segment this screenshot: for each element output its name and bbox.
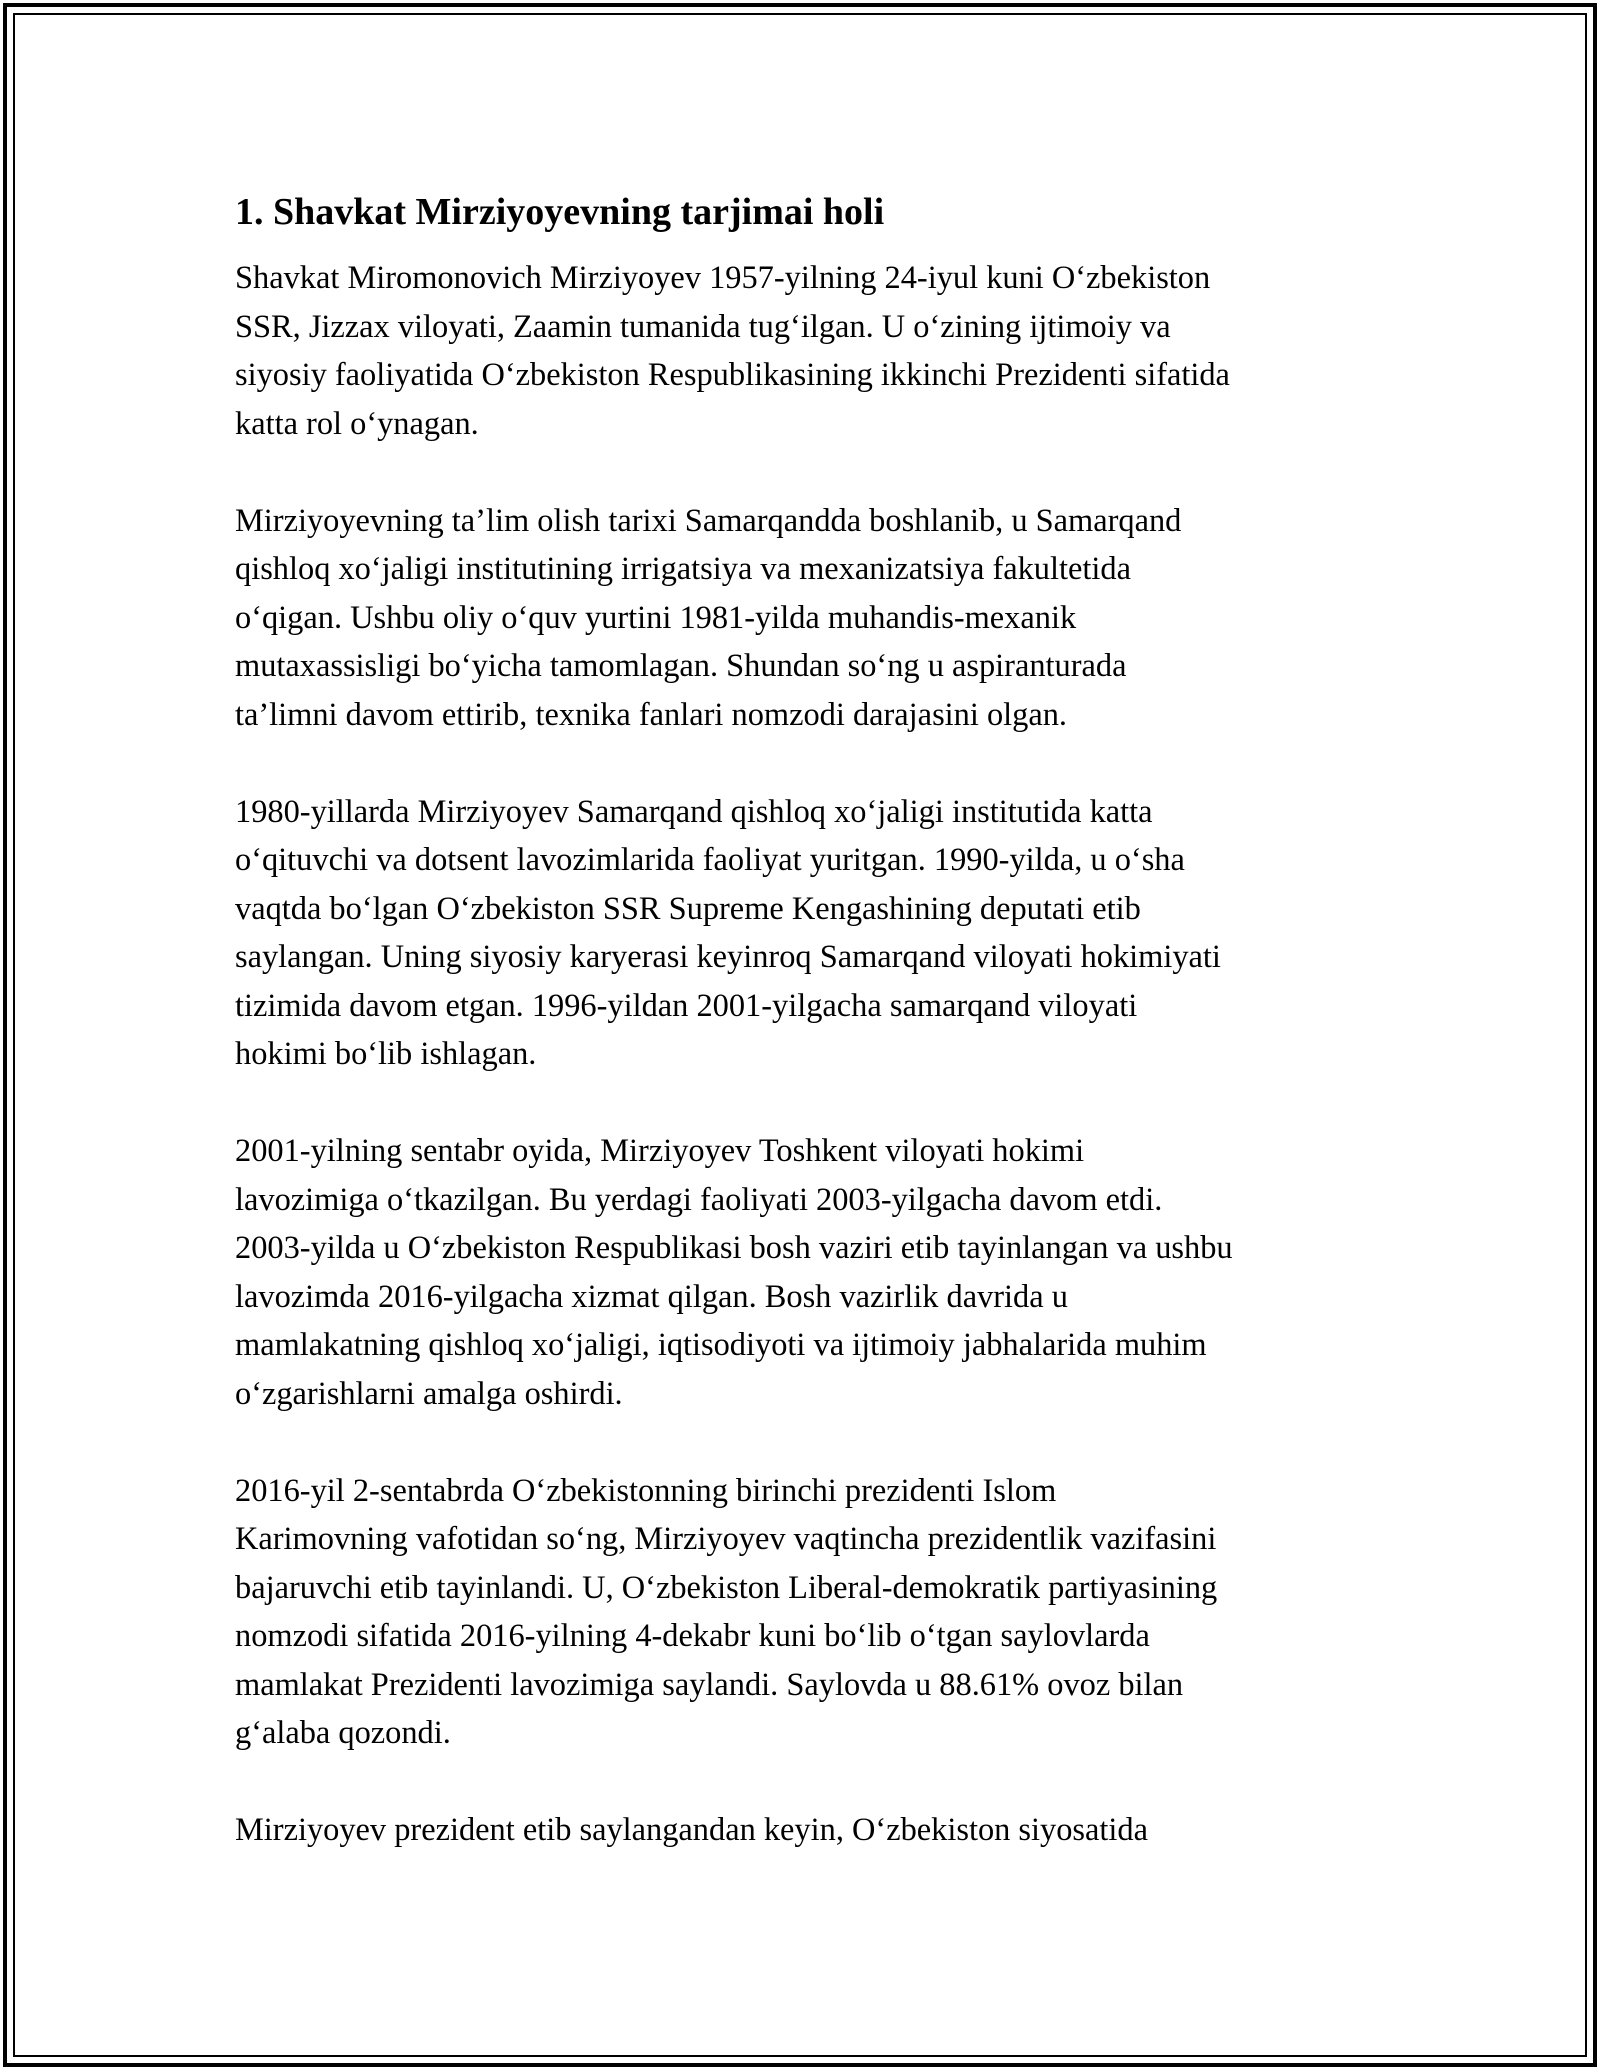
paragraph-early-career: [235, 788, 1365, 1079]
paragraph-presidency: [235, 1467, 1365, 1758]
text-line: nomzodi sifatida 2016-yilning 4-dekabr kuni bo‘lib o‘tgan saylovlarda: [235, 1618, 1150, 1654]
text-line: ta’limni davom ettirib, texnika fanlari nomzodi darajasini olgan.: [235, 696, 1068, 733]
text-line: Mirziyoyevning ta’lim olish tarixi Samarqandda boshlanib, u Samarqand: [235, 502, 1182, 539]
text-line: lavozimiga o‘tkazilgan. Bu yerdagi faoliyati 2003-yilgacha davom etdi.: [235, 1181, 1163, 1218]
paragraph-education: [235, 497, 1365, 740]
paragraph-prime-minister: [235, 1127, 1365, 1418]
text-line: 2003-yilda u O‘zbekiston Respublikasi bosh vaziri etib tayinlangan va ushbu: [235, 1230, 1233, 1266]
paragraph-birth: [235, 254, 1365, 448]
text-line: siyosiy faoliyatida O‘zbekiston Respublikasining ikkinchi Prezidenti sifatida: [235, 357, 1230, 393]
text-line: 2016-yil 2-sentabrda O‘zbekistonning birinchi prezidenti Islom: [235, 1472, 1057, 1509]
text-line: 1980-yillarda Mirziyoyev Samarqand qishloq xo‘jaligi institutida katta: [235, 793, 1153, 830]
text-line: o‘qigan. Ushbu oliy o‘quv yurtini 1981-yilda muhandis-mexanik: [235, 599, 1077, 636]
text-line: lavozimda 2016-yilgacha xizmat qilgan. Bosh vazirlik davrida u: [235, 1278, 1068, 1315]
text-line: o‘zgarishlarni amalga oshirdi.: [235, 1375, 623, 1412]
text-line: qishloq xo‘jaligi institutining irrigatsiya va mexanizatsiya fakultetida: [235, 551, 1131, 587]
text-line: Mirziyoyev prezident etib saylangandan keyin, O‘zbekiston siyosatida: [235, 1812, 1148, 1848]
text-line: Karimovning vafotidan so‘ng, Mirziyoyev vaqtincha prezidentlik vazifasini: [235, 1521, 1217, 1557]
text-line: katta rol o‘ynagan.: [235, 405, 479, 442]
text-line: mamlakatning qishloq xo‘jaligi, iqtisodiyoti va ijtimoiy jabhalarida muhim: [235, 1327, 1207, 1363]
text-line: 2001-yilning sentabr oyida, Mirziyoyev Toshkent viloyati hokimi: [235, 1133, 1085, 1169]
text-line: mamlakat Prezidenti lavozimiga saylandi. Saylovda u 88.61% ovoz bilan: [235, 1666, 1184, 1703]
text-line: tizimida davom etgan. 1996-yildan 2001-yilgacha samarqand viloyati: [235, 987, 1138, 1024]
text-line: o‘qituvchi va dotsent lavozimlarida faoliyat yuritgan. 1990-yilda, u o‘sha: [235, 842, 1185, 878]
paragraph-after-election: [235, 1806, 1365, 1855]
text-line: mutaxassisligi bo‘yicha tamomlagan. Shundan so‘ng u aspiranturada: [235, 648, 1127, 684]
text-line: hokimi bo‘lib ishlagan.: [235, 1036, 537, 1072]
document-body: [235, 188, 1365, 1903]
text-line: bajaruvchi etib tayinlandi. U, O‘zbekiston Liberal-demokratik partiyasining: [235, 1569, 1218, 1606]
text-line: SSR, Jizzax viloyati, Zaamin tumanida tug‘ilgan. U o‘zining ijtimoiy va: [235, 308, 1171, 345]
text-line: Shavkat Miromonovich Mirziyoyev 1957-yilning 24-iyul kuni O‘zbekiston: [235, 260, 1211, 296]
text-line: saylangan. Uning siyosiy karyerasi keyinroq Samarqand viloyati hokimiyati: [235, 939, 1221, 975]
text-line: g‘alaba qozondi.: [235, 1715, 451, 1751]
section-heading: 1. Shavkat Mirziyoyevning tarjimai holi: [235, 191, 885, 233]
text-line: vaqtda bo‘lgan O‘zbekiston SSR Supreme Kengashining deputati etib: [235, 890, 1141, 927]
